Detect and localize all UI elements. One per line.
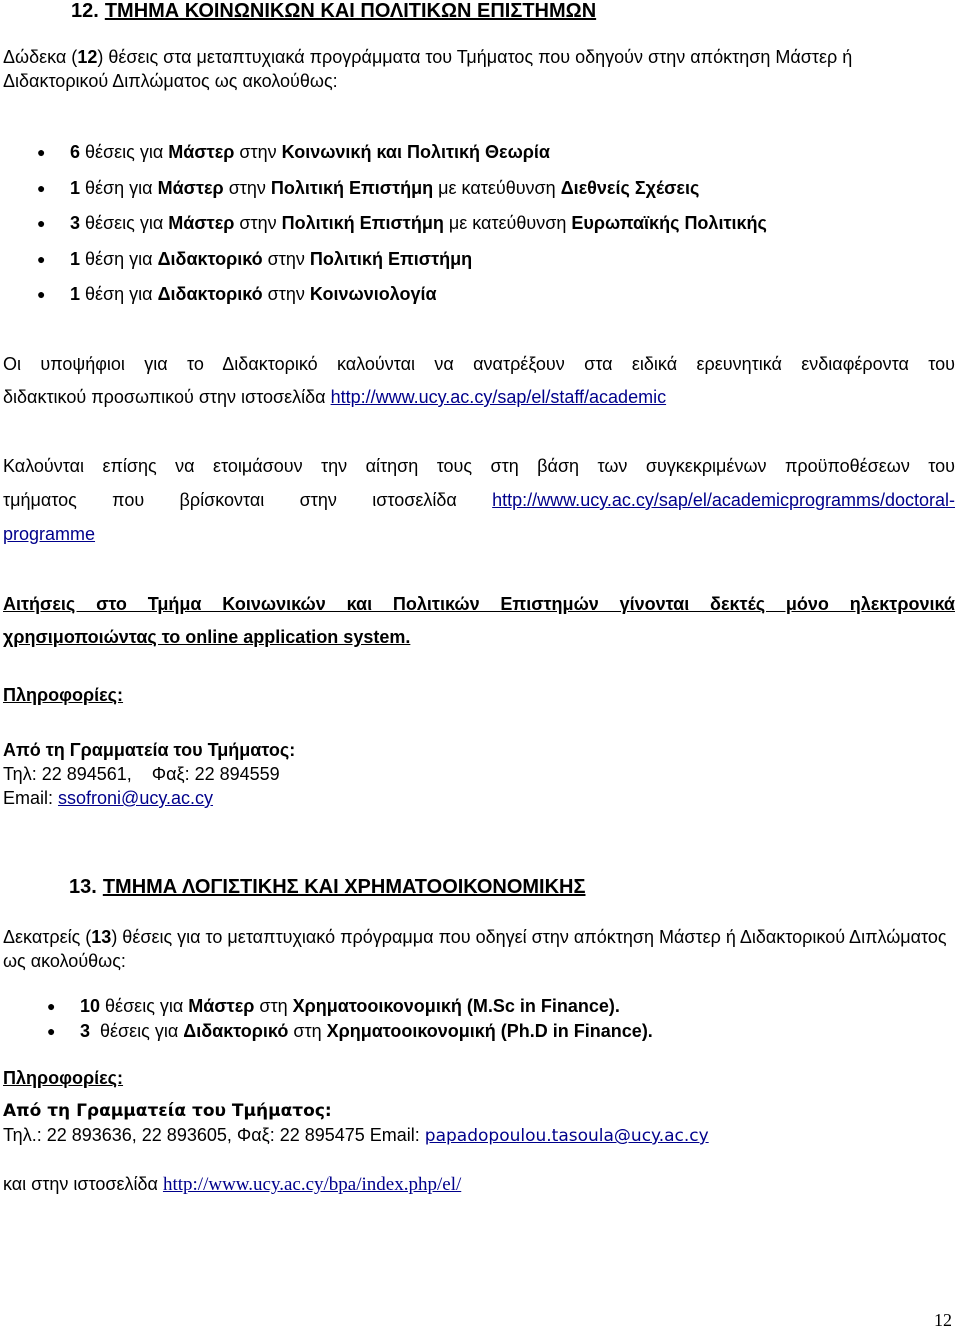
paragraph-line: Καλούνται επίσης να ετοιμάσουν την αίτηση τους στη βάση των συγκεκριμένων προϋποθέσεων του (3, 456, 955, 476)
bullet-icon: ● (37, 250, 46, 267)
section-13-heading (69, 876, 586, 899)
doctoral-programme-link-cont[interactable]: programme (3, 524, 96, 544)
list-item-text: στην (262, 248, 310, 269)
paragraph-line: τμήματος που βρίσκονται στην ιστοσελίδα (3, 490, 493, 510)
list-item-text: Μάστερ (168, 213, 235, 233)
bullet-icon: ● (37, 215, 46, 231)
section-12-secretariat: Από τη Γραμματεία του Τμήματος: (3, 740, 296, 760)
list-item-text: Μάστερ (168, 142, 235, 162)
bullet-icon: ● (37, 286, 46, 302)
list-item (37, 140, 950, 176)
intro-count: 12 (77, 47, 98, 67)
list-item-text: 3 (80, 1020, 91, 1041)
list-item-text: 1 (70, 284, 81, 304)
list-item (37, 211, 950, 247)
website-label: και στην ιστοσελίδα (3, 1174, 163, 1194)
list-item-text: με κατεύθυνση (433, 177, 561, 198)
section-13-website-line (3, 1172, 955, 1197)
list-item (47, 1019, 950, 1044)
list-item-text: 6 (70, 142, 81, 162)
paragraph-line: διδακτικού προσωπικού στην ιστοσελίδα (3, 387, 331, 407)
intro-count: 13 (91, 927, 112, 947)
list-item-text: Πολιτική Επιστήμη (270, 177, 434, 198)
section-12-heading (71, 0, 596, 23)
section-13-contact-line (3, 1123, 955, 1148)
contact-text: Τηλ.: 22 893636, 22 893605, Φαξ: 22 895475 Email: (3, 1125, 425, 1145)
doctoral-interests-paragraph (3, 352, 955, 409)
online-application-notice (3, 592, 955, 649)
section-12-intro (3, 45, 955, 93)
application-requirements-paragraph (3, 454, 955, 546)
bullet-icon: ● (37, 179, 46, 196)
list-item-text: Πολιτική Επιστήμη (281, 213, 444, 233)
section-13-number: 13. (69, 876, 97, 898)
list-item-text: 10 (80, 996, 101, 1016)
list-item-text: στην (234, 142, 282, 162)
staff-academic-link[interactable]: http://www.ucy.ac.cy/sap/el/staff/academic (330, 387, 667, 407)
list-item-text: με κατεύθυνση (443, 213, 572, 233)
list-item-text: Διδακτορικό (157, 248, 263, 269)
intro-text: ) θέσεις στα μεταπτυχιακά προγράμματα του Τμήματος που οδηγούν στην απόκτηση Μάστερ ή Διδακτορικού Διπλώματος ως ακολούθως: (3, 47, 853, 91)
section-12-email-link[interactable]: ssofroni@ucy.ac.cy (58, 788, 214, 808)
list-item (47, 994, 950, 1019)
list-item-text: στην (223, 177, 271, 198)
list-item-text: 1 (70, 177, 81, 198)
section-12-email-line (3, 786, 955, 810)
notice-line: Αιτήσεις στο Τμήμα Κοινωνικών και Πολιτικών Επιστημών γίνονται δεκτές μόνο ηλεκτρονικά (3, 594, 955, 614)
section-13-website-link[interactable]: http://www.ucy.ac.cy/bpa/index.php/el/ (162, 1174, 462, 1195)
list-item-text: Μάστερ (157, 177, 224, 198)
list-item-text: θέσεις για (100, 996, 189, 1016)
section-13-title: ΤΜΗΜΑ ΛΟΓΙΣΤΙΚΗΣ ΚΑΙ ΧΡΗΜΑΤΟΟΙΚΟΝΟΜΙΚΗΣ (102, 876, 586, 898)
section-13-positions-list (47, 994, 950, 1043)
list-item-text: Μάστερ (188, 996, 255, 1016)
list-item-text: Πολιτική Επιστήμη (309, 248, 473, 269)
list-item-text: θέση για (80, 177, 158, 198)
list-item-text: στην (234, 213, 282, 233)
list-item-text: Ευρωπαϊκής Πολιτικής (571, 213, 767, 233)
list-item-text: στην (262, 284, 310, 304)
list-item-text: στη (254, 996, 293, 1016)
section-12-phone: Τηλ: 22 894561, Φαξ: 22 894559 (3, 764, 280, 784)
list-item-text: Κοινωνική και Πολιτική Θεωρία (281, 142, 550, 162)
intro-text: Δώδεκα ( (3, 47, 78, 67)
notice-line: χρησιμοποιώντας το online application system. (3, 627, 411, 647)
section-12-title: ΤΜΗΜΑ ΚΟΙΝΩΝΙΚΩΝ ΚΑΙ ΠΟΛΙΤΙΚΩΝ ΕΠΙΣΤΗΜΩΝ (104, 0, 597, 22)
bullet-icon: ● (47, 1022, 56, 1039)
list-item-text: 3 (70, 213, 81, 233)
section-12-number: 12. (71, 0, 99, 22)
section-13-secretariat: Από τη Γραμματεία του Τμήματος: (3, 1101, 332, 1121)
list-item (37, 247, 950, 283)
list-item (37, 282, 950, 318)
list-item-text: θέση για (80, 284, 158, 304)
list-item (37, 176, 950, 212)
list-item-text: Διδακτορικό (157, 284, 263, 304)
email-label: Email: (3, 788, 59, 808)
intro-text: ) θέσεις για το μεταπτυχιακό πρόγραμμα που οδηγεί στην απόκτηση Μάστερ ή Διδακτορικού Διπλώματος ως ακολούθως: (3, 927, 947, 971)
list-item-text: θέσεις για (80, 213, 169, 233)
list-item-text: θέσεις για (80, 142, 169, 162)
list-item-text: θέση για (80, 248, 158, 269)
section-13-email-link[interactable]: papadopoulou.tasoula@ucy.ac.cy (424, 1126, 709, 1146)
list-item-text: στη (288, 1020, 327, 1041)
doctoral-programme-link[interactable]: http://www.ucy.ac.cy/sap/el/academicprogramms/doctoral- (492, 490, 955, 510)
paragraph-line: Οι υποψήφιοι για το Διδακτορικό καλούνται να ανατρέξουν στα ειδικά ερευνητικά ενδιαφέροντα του (3, 354, 955, 374)
list-item-text: Κοινωνιολογία (309, 284, 437, 304)
list-item-text: 1 (70, 248, 81, 269)
list-item-text: Διδακτορικό (183, 1020, 289, 1041)
list-item-text: Χρηματοοικονομική (M.Sc in Finance). (292, 996, 620, 1016)
section-13-info-label: Πληροφορίες: (3, 1068, 124, 1088)
page-number: 12 (934, 1310, 952, 1330)
list-item-text: θέσεις για (90, 1020, 184, 1041)
bullet-icon: ● (37, 144, 46, 160)
list-item-text: Διεθνείς Σχέσεις (560, 177, 700, 198)
bullet-icon: ● (47, 998, 56, 1014)
intro-text: Δεκατρείς ( (3, 927, 92, 947)
section-13-intro (3, 925, 955, 973)
section-12-positions-list (37, 140, 950, 318)
section-12-info-label: Πληροφορίες: (3, 685, 124, 705)
list-item-text: Χρηματοοικονομική (Ph.D in Finance). (326, 1020, 653, 1041)
